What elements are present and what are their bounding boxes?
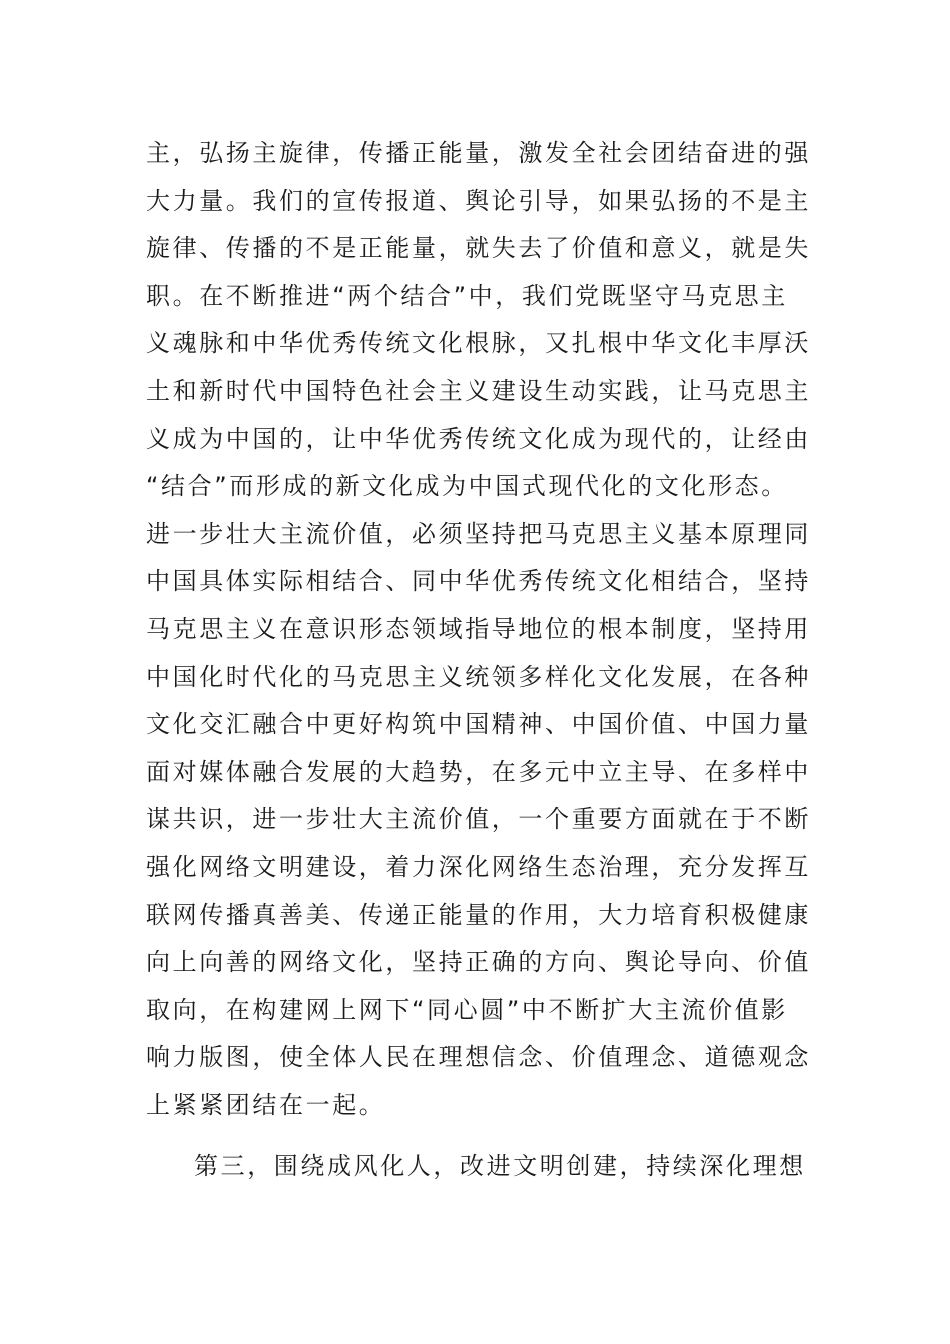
- paragraph-gap: [146, 1129, 816, 1143]
- text-line: 向上向善的网络文化，坚持正确的方向、舆论导向、价值: [146, 948, 811, 977]
- text-line: 义魂脉和中华优秀传统文化根脉，又扎根中华文化丰厚沃: [146, 329, 811, 358]
- text-line: 土和新时代中国特色社会主义建设生动实践，让马克思主: [146, 376, 811, 405]
- text-line: 上紧紧团结在一起。: [146, 1090, 386, 1119]
- text-line: 中国化时代化的马克思主义统领多样化文化发展，在各种: [146, 662, 811, 691]
- text-line: 响力版图，使全体人民在理想信念、价值理念、道德观念: [146, 1043, 811, 1072]
- text-line: 联网传播真善美、传递正能量的作用，大力培育积极健康: [146, 900, 811, 929]
- text-line: “结合”而形成的新文化成为中国式现代化的文化形态。: [146, 472, 788, 501]
- text-line: 第三，围绕成风化人，改进文明创建，持续深化理想: [194, 1152, 806, 1181]
- text-line: 进一步壮大主流价值，必须坚持把马克思主义基本原理同: [146, 519, 811, 548]
- body-text: [146, 130, 816, 1191]
- text-line: 义成为中国的，让中华优秀传统文化成为现代的，让经由: [146, 424, 811, 453]
- text-line: 谋共识，进一步壮大主流价值，一个重要方面就在于不断: [146, 805, 811, 834]
- text-line: 职。在不断推进“两个结合”中，我们党既坚守马克思主: [146, 281, 788, 310]
- text-line: 大力量。我们的宣传报道、舆论引导，如果弘扬的不是主: [146, 186, 811, 215]
- text-line: 强化网络文明建设，着力深化网络生态治理，充分发挥互: [146, 852, 811, 881]
- text-line: 旋律、传播的不是正能量，就失去了价值和意义，就是失: [146, 234, 811, 263]
- text-line: 中国具体实际相结合、同中华优秀传统文化相结合，坚持: [146, 567, 811, 596]
- text-line: 主，弘扬主旋律，传播正能量，激发全社会团结奋进的强: [146, 139, 811, 167]
- text-line: 文化交汇融合中更好构筑中国精神、中国价值、中国力量: [146, 710, 811, 739]
- text-line: 马克思主义在意识形态领域指导地位的根本制度，坚持用: [146, 614, 811, 643]
- text-line: 面对媒体融合发展的大趋势，在多元中立主导、在多样中: [146, 757, 811, 786]
- paragraph: [146, 1143, 816, 1191]
- paragraph: [146, 130, 816, 1129]
- text-line: 取向，在构建网上网下“同心圆”中不断扩大主流价值影: [146, 995, 788, 1024]
